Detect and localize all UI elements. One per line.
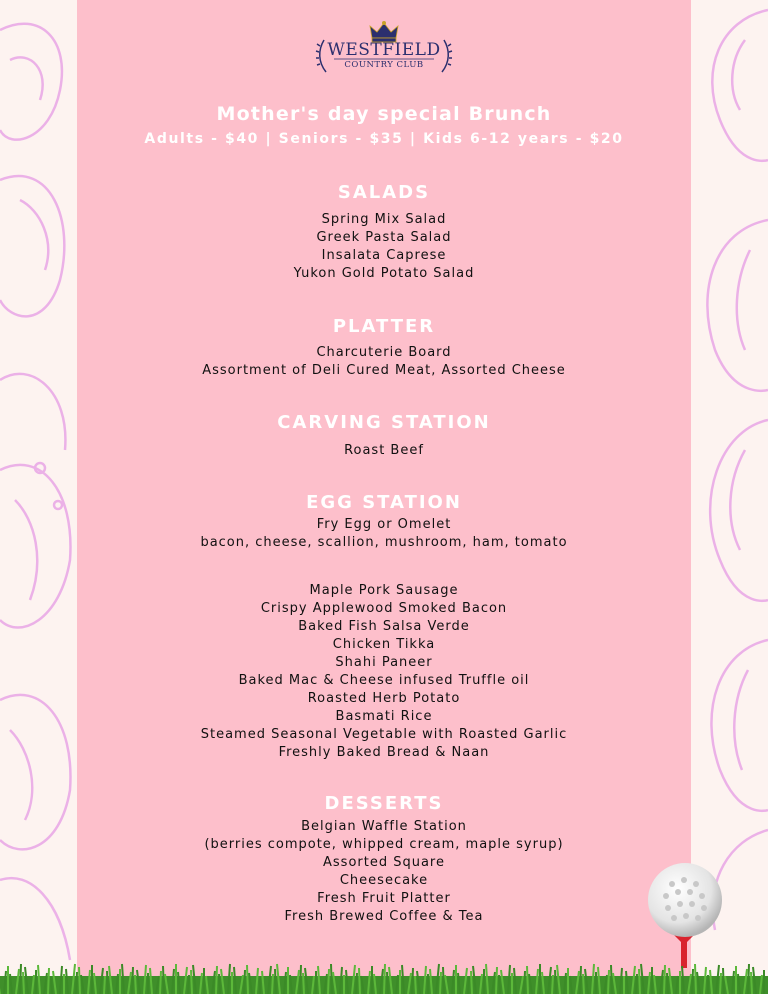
crown-icon — [370, 21, 398, 42]
grass-border — [0, 962, 768, 994]
list-item: Roast Beef — [344, 443, 424, 458]
list-item: Assorted Square — [323, 855, 445, 870]
list-item: Spring Mix Salad — [321, 212, 447, 227]
list-item: Roasted Herb Potato — [307, 691, 461, 706]
list-item: Fry Egg or Omelet — [316, 517, 452, 532]
list-item: Freshly Baked Bread & Naan — [278, 745, 490, 760]
list-desserts — [77, 818, 691, 926]
list-item: Cheesecake — [339, 873, 429, 888]
list-item: Greek Pasta Salad — [316, 230, 452, 245]
list-item: bacon, cheese, scallion, mushroom, ham, tomato — [200, 535, 568, 550]
list-item: Maple Pork Sausage — [309, 583, 459, 598]
list-carving — [77, 442, 691, 460]
list-item: Baked Fish Salsa Verde — [298, 619, 470, 634]
list-item: Fresh Fruit Platter — [317, 891, 451, 906]
heading-desserts: DESSERTS — [324, 793, 444, 814]
golf-ball-icon — [640, 862, 730, 972]
list-item: Chicken Tikka — [332, 637, 436, 652]
list-item: (berries compote, whipped cream, maple syrup) — [204, 837, 564, 852]
list-item: Crispy Applewood Smoked Bacon — [260, 601, 508, 616]
list-item: Belgian Waffle Station — [301, 819, 467, 834]
heading-carving-station: CARVING STATION — [277, 412, 491, 433]
price-line: Adults - $40 | Seniors - $35 | Kids 6-12 years - $20 — [144, 131, 624, 147]
list-mains — [77, 582, 691, 762]
list-item: Fresh Brewed Coffee & Tea — [284, 909, 484, 924]
list-item: Basmati Rice — [335, 709, 433, 724]
list-item: Insalata Caprese — [321, 248, 447, 263]
list-item: Steamed Seasonal Vegetable with Roasted Garlic — [200, 727, 568, 742]
heading-egg-station: EGG STATION — [306, 492, 462, 513]
list-item: Assortment of Deli Cured Meat, Assorted Cheese — [202, 363, 566, 378]
list-item: Charcuterie Board — [316, 345, 452, 360]
list-salads — [77, 211, 691, 283]
list-egg — [77, 516, 691, 552]
list-item: Yukon Gold Potato Salad — [293, 266, 475, 281]
logo-title: WESTFIELD — [327, 40, 441, 60]
list-item: Shahi Paneer — [335, 655, 433, 670]
logo-subtitle: COUNTRY CLUB — [344, 60, 424, 70]
heading-salads: SALADS — [337, 182, 431, 203]
list-platter — [77, 344, 691, 380]
list-item: Baked Mac & Cheese infused Truffle oil — [238, 673, 530, 688]
menu-title: Mother's day special Brunch — [216, 103, 552, 125]
heading-platter: PLATTER — [332, 316, 436, 337]
